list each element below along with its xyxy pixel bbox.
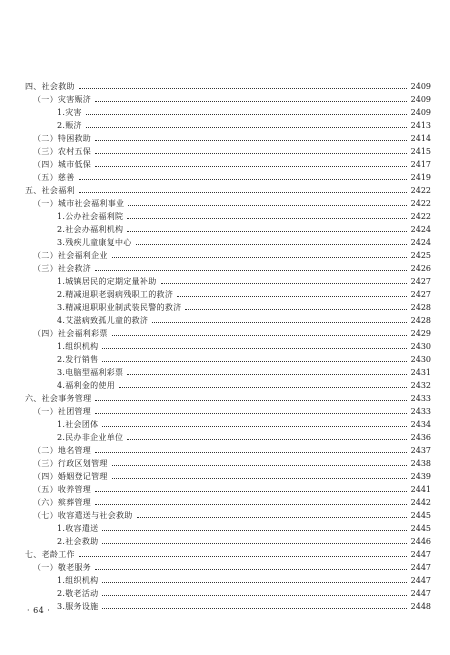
toc-row [0, 574, 450, 587]
toc-entry-page-number: 2437 [410, 446, 431, 455]
toc-entry-title: 2.发行销售 [57, 355, 99, 364]
toc-entry-title: 3.残疾儿童康复中心 [57, 238, 132, 247]
dot-leader [112, 335, 407, 336]
toc-row [0, 288, 450, 301]
dot-leader [136, 244, 407, 245]
toc-entry [33, 509, 431, 522]
dot-leader [95, 166, 407, 167]
dot-leader [79, 88, 407, 89]
toc-row [0, 197, 450, 210]
dot-leader [102, 348, 407, 349]
toc-row [0, 132, 450, 145]
toc-entry [33, 197, 431, 210]
dot-leader [112, 257, 407, 258]
toc-entry-page-number: 2436 [410, 433, 431, 442]
toc-entry [57, 379, 431, 392]
dot-leader [79, 192, 407, 193]
toc-entry-title: 1.组织机构 [57, 342, 99, 351]
dot-leader [112, 478, 407, 479]
dot-leader [95, 504, 407, 505]
toc-entry [33, 444, 431, 457]
toc-entry-title: （七）收容遣送与社会救助 [33, 511, 133, 520]
toc-entry-page-number: 2422 [410, 186, 431, 195]
toc-entry-title: （二）地名管理 [33, 446, 92, 455]
toc-entry-page-number: 2414 [410, 134, 431, 143]
toc-entry-page-number: 2448 [410, 602, 431, 611]
toc-entry-title: 2.民办非企业单位 [57, 433, 124, 442]
toc-row [0, 405, 450, 418]
toc-entry-title: 1.灾害 [57, 108, 82, 117]
toc-entry-page-number: 2422 [410, 199, 431, 208]
toc-row [0, 353, 450, 366]
dot-leader [102, 530, 407, 531]
dot-leader [95, 153, 407, 154]
toc-entry [57, 210, 431, 223]
toc-entry-title: （二）社会福利企业 [33, 251, 108, 260]
toc-entry-title: 1.收容遣送 [57, 524, 99, 533]
dot-leader [112, 465, 407, 466]
dot-leader [95, 452, 407, 453]
toc-entry-title: （一）灾害赈济 [33, 95, 92, 104]
toc-entry-title: 2.敬老活动 [57, 589, 99, 598]
dot-leader [102, 582, 407, 583]
dot-leader [102, 426, 407, 427]
toc-entry [57, 106, 431, 119]
toc-entry-page-number: 2447 [410, 589, 431, 598]
toc-entry-title: （五）收养管理 [33, 485, 92, 494]
toc-entry [33, 457, 431, 470]
toc-entry [57, 223, 431, 236]
toc-entry [25, 80, 431, 93]
toc-entry-page-number: 2447 [410, 550, 431, 559]
toc-row [0, 535, 450, 548]
toc-entry [33, 93, 431, 106]
dot-leader [128, 205, 407, 206]
toc-entry-page-number: 2428 [410, 303, 431, 312]
toc-row [0, 249, 450, 262]
toc-row [0, 600, 450, 613]
toc-entry [57, 574, 431, 587]
dot-leader [79, 179, 408, 180]
dot-leader [127, 231, 407, 232]
toc-entry-title: （五）慈善 [33, 173, 75, 182]
toc-entry [33, 470, 431, 483]
dot-leader [102, 361, 407, 362]
toc-row [0, 145, 450, 158]
toc-entry [25, 392, 431, 405]
dot-leader [152, 322, 407, 323]
toc-row [0, 236, 450, 249]
dot-leader [102, 543, 407, 544]
toc-entry-title: 1.社会团体 [57, 420, 99, 429]
dot-leader [127, 374, 407, 375]
toc-entry [33, 496, 431, 509]
toc-entry [33, 561, 431, 574]
toc-entry-title: 四、社会救助 [25, 82, 75, 91]
toc-row [0, 457, 450, 470]
toc-entry-page-number: 2447 [410, 563, 431, 572]
toc-entry [57, 600, 431, 613]
toc-entry-title: 4.福利金的使用 [57, 381, 116, 390]
toc-entry-page-number: 2415 [410, 147, 431, 156]
toc-row [0, 314, 450, 327]
toc-row [0, 340, 450, 353]
toc-entry-title: （三）社会救济 [33, 264, 92, 273]
toc-entry [25, 184, 431, 197]
toc-entry [33, 171, 431, 184]
dot-leader [119, 387, 407, 388]
toc-row [0, 223, 450, 236]
toc-row [0, 548, 450, 561]
toc-row [0, 106, 450, 119]
toc-entry-title: 七、老龄工作 [25, 550, 75, 559]
toc-entry [33, 262, 431, 275]
toc-entry [33, 483, 431, 496]
toc-entry-page-number: 2409 [410, 82, 431, 91]
toc-entry [57, 301, 431, 314]
dot-leader [161, 283, 407, 284]
toc-entry-page-number: 2427 [410, 277, 431, 286]
toc-row [0, 470, 450, 483]
toc-entry-page-number: 2445 [410, 511, 431, 520]
toc-row [0, 210, 450, 223]
toc-entry-title: （四）社会福利彩票 [33, 329, 108, 338]
toc-entry-page-number: 2433 [410, 407, 431, 416]
toc-entry-page-number: 2419 [410, 173, 431, 182]
toc-entry [33, 405, 431, 418]
toc-entry [57, 418, 431, 431]
toc-row [0, 80, 450, 93]
dot-leader [102, 595, 407, 596]
dot-leader [95, 491, 407, 492]
toc-entry-page-number: 2439 [410, 472, 431, 481]
table-of-contents [0, 80, 450, 613]
toc-entry [57, 275, 431, 288]
toc-entry-page-number: 2424 [410, 238, 431, 247]
dot-leader [86, 127, 407, 128]
toc-entry-title: （二）特困救助 [33, 134, 92, 143]
toc-entry-page-number: 2433 [410, 394, 431, 403]
toc-entry-page-number: 2422 [410, 212, 431, 221]
toc-entry-page-number: 2417 [410, 160, 431, 169]
toc-row [0, 379, 450, 392]
toc-entry [33, 249, 431, 262]
toc-row [0, 301, 450, 314]
toc-row [0, 509, 450, 522]
dot-leader [177, 296, 407, 297]
toc-entry-page-number: 2428 [410, 316, 431, 325]
toc-entry-title: （六）殡葬管理 [33, 498, 92, 507]
toc-row [0, 496, 450, 509]
toc-entry-page-number: 2431 [410, 368, 431, 377]
toc-entry-page-number: 2425 [410, 251, 431, 260]
toc-entry-page-number: 2442 [410, 498, 431, 507]
toc-entry-page-number: 2441 [410, 485, 431, 494]
toc-entry-page-number: 2429 [410, 329, 431, 338]
toc-entry-title: （四）婚姻登记管理 [33, 472, 108, 481]
toc-entry-title: 1.公办社会福利院 [57, 212, 124, 221]
toc-row [0, 158, 450, 171]
toc-row [0, 483, 450, 496]
toc-row [0, 184, 450, 197]
toc-row [0, 431, 450, 444]
dot-leader [86, 114, 407, 115]
toc-row [0, 327, 450, 340]
dot-leader [95, 400, 407, 401]
toc-entry-page-number: 2430 [410, 342, 431, 351]
toc-entry-title: 3.电脑型福利彩票 [57, 368, 124, 377]
toc-row [0, 392, 450, 405]
dot-leader [95, 569, 407, 570]
toc-entry-title: （四）城市低保 [33, 160, 92, 169]
toc-entry-title: 五、社会福利 [25, 186, 75, 195]
dot-leader [185, 309, 407, 310]
toc-entry [25, 548, 431, 561]
toc-entry-title: 4.艾滋病致孤儿童的救济 [57, 316, 149, 325]
toc-entry [57, 587, 431, 600]
toc-entry [57, 236, 431, 249]
toc-entry-title: 3.精减退职职业制武装民警的救济 [57, 303, 182, 312]
toc-entry [57, 431, 431, 444]
toc-row [0, 444, 450, 457]
toc-entry-title: 六、社会事务管理 [25, 394, 92, 403]
toc-entry [57, 353, 431, 366]
toc-row [0, 171, 450, 184]
toc-entry-page-number: 2446 [410, 537, 431, 546]
dot-leader [95, 140, 407, 141]
toc-entry-page-number: 2409 [410, 108, 431, 117]
dot-leader [95, 101, 407, 102]
toc-entry-page-number: 2424 [410, 225, 431, 234]
toc-entry [57, 522, 431, 535]
toc-row [0, 561, 450, 574]
toc-entry [33, 132, 431, 145]
toc-entry [57, 535, 431, 548]
toc-row [0, 418, 450, 431]
toc-entry [33, 327, 431, 340]
toc-entry-title: 2.社会办福利机构 [57, 225, 124, 234]
dot-leader [95, 270, 407, 271]
dot-leader [79, 556, 407, 557]
toc-row [0, 262, 450, 275]
toc-entry-title: 2.社会救助 [57, 537, 99, 546]
toc-entry-page-number: 2434 [410, 420, 431, 429]
dot-leader [127, 439, 407, 440]
toc-row [0, 119, 450, 132]
toc-row [0, 522, 450, 535]
toc-entry [33, 158, 431, 171]
toc-entry [57, 366, 431, 379]
toc-entry-title: （三）行政区划管理 [33, 459, 108, 468]
page-number: · 64 · [27, 606, 51, 615]
toc-row [0, 587, 450, 600]
toc-entry-title: 2.赈济 [57, 121, 82, 130]
dot-leader [137, 517, 407, 518]
toc-entry-page-number: 2447 [410, 576, 431, 585]
toc-entry [57, 288, 431, 301]
toc-entry-page-number: 2445 [410, 524, 431, 533]
toc-entry-page-number: 2413 [410, 121, 431, 130]
toc-entry-page-number: 2430 [410, 355, 431, 364]
dot-leader [102, 608, 407, 609]
toc-entry [57, 340, 431, 353]
toc-entry-title: （一）社团管理 [33, 407, 92, 416]
toc-row [0, 93, 450, 106]
toc-entry-page-number: 2426 [410, 264, 431, 273]
toc-entry [57, 119, 431, 132]
dot-leader [95, 413, 407, 414]
toc-entry-page-number: 2438 [410, 459, 431, 468]
toc-entry-page-number: 2409 [410, 95, 431, 104]
toc-entry [33, 145, 431, 158]
toc-entry-title: 1.组织机构 [57, 576, 99, 585]
toc-entry-title: （三）农村五保 [33, 147, 92, 156]
dot-leader [127, 218, 407, 219]
toc-entry-title: （一）城市社会福利事业 [33, 199, 125, 208]
toc-row [0, 275, 450, 288]
toc-entry-title: 3.服务设施 [57, 602, 99, 611]
toc-row [0, 366, 450, 379]
toc-entry-title: 2.精减退职老弱病残职工的救济 [57, 290, 174, 299]
toc-entry [57, 314, 431, 327]
toc-entry-page-number: 2427 [410, 290, 431, 299]
toc-entry-title: （一）敬老服务 [33, 563, 92, 572]
toc-entry-title: 1.城镇居民的定期定量补助 [57, 277, 157, 286]
toc-entry-page-number: 2432 [410, 381, 431, 390]
